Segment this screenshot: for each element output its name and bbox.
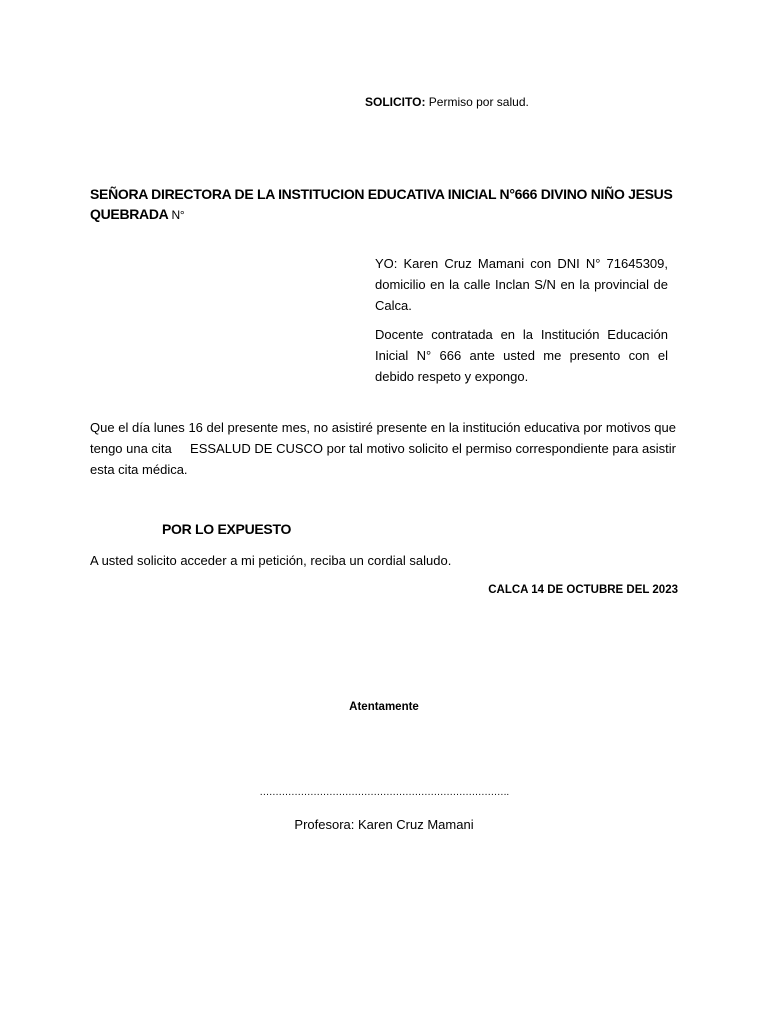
subject-label: SOLICITO: xyxy=(365,95,426,109)
body-paragraph: Que el día lunes 16 del presente mes, no asistiré presente en la institución educativa por motivos que tengo una cita ESSALUD DE CUSCO por tal motivo solicito el permiso correspondiente para asistir esta cita médica. xyxy=(90,420,680,477)
addressee-suffix: N° xyxy=(168,208,185,222)
date-line: CALCA 14 DE OCTUBRE DEL 2023 xyxy=(488,584,678,596)
signature-name: Profesora: Karen Cruz Mamani xyxy=(294,817,474,832)
subject-value: Permiso por salud. xyxy=(425,95,529,109)
addressee-text: SEÑORA DIRECTORA DE LA INSTITUCION EDUCATIVA INICIAL N°666 DIVINO NIÑO JESUS QUEBRADA xyxy=(90,186,673,222)
signature-line: ……………………………………………………………………. xyxy=(259,787,509,798)
request-text: A usted solicito acceder a mi petición, reciba un cordial saludo. xyxy=(90,553,452,568)
addressee-heading xyxy=(90,184,680,225)
closing-text: Atentamente xyxy=(349,701,419,713)
intro-paragraph-identity: YO: Karen Cruz Mamani con DNI N° 71645309, domicilio en la calle Inclan S/N en la provincial de Calca. xyxy=(375,256,668,313)
section-heading: POR LO EXPUESTO xyxy=(162,521,292,537)
intro-paragraph-role: Docente contratada en la Institución Educación Inicial N° 666 ante usted me presento con el debido respeto y expongo. xyxy=(375,327,668,384)
subject-line xyxy=(365,94,529,110)
